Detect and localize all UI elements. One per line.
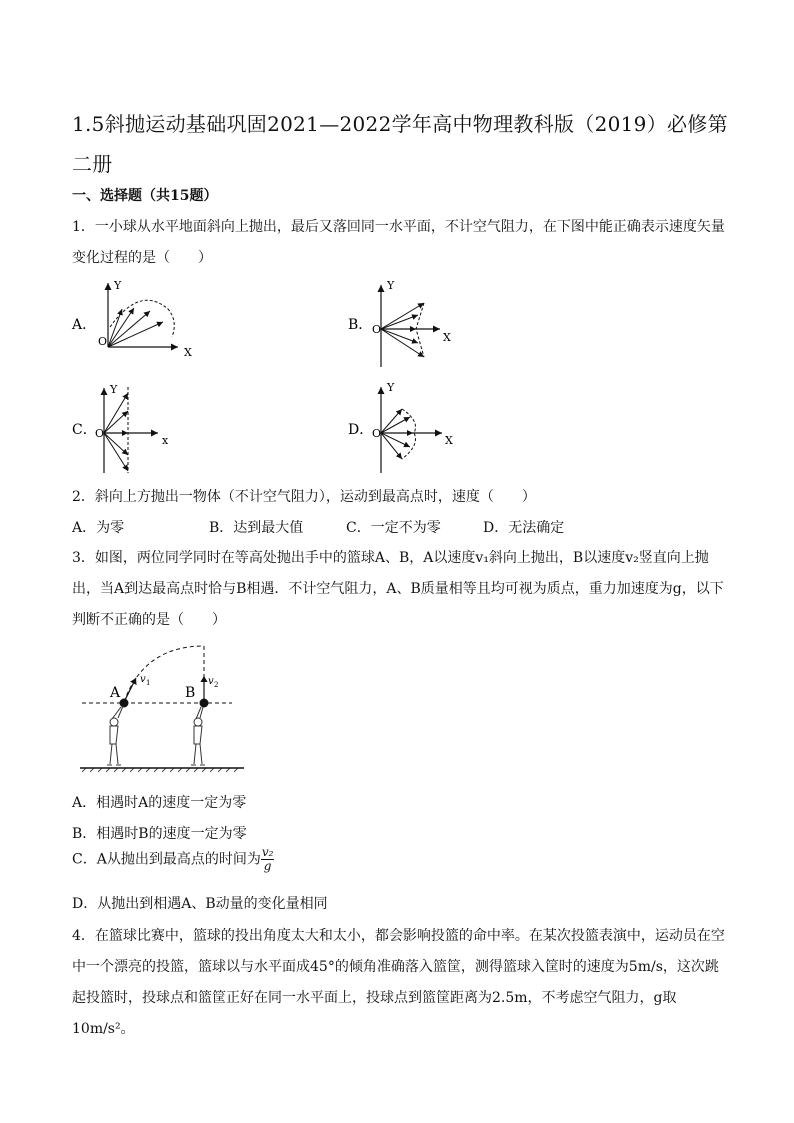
fraction-numerator: v₂ — [261, 845, 274, 859]
question-3-text: 3．如图，两位同学同时在等高处抛出手中的篮球A、B，A以速度v₁斜向上抛出，B以速度v₂竖直向上抛出，当A到达最高点时恰与B相遇．不计空气阻力，A、B质量相等且均可视为质点，重力加速度为g，以下判断不正确的是（ ） — [72, 550, 724, 628]
option-c-diagram[interactable] — [72, 383, 169, 473]
question-2-text: 2．斜向上方抛出一物体（不计空气阻力），运动到最高点时，速度（ ） — [72, 489, 536, 505]
q1-diagrams — [60, 275, 760, 475]
question-4-text: 4．在篮球比赛中，篮球的投出角度太大和太小，都会影响投篮的命中率。在某次投篮表演中，运动员在空中一个漂亮的投篮，篮球以与水平面成45°的倾角准确落入篮筐，测得篮球入筐时的速度为5m/s，这次跳起投篮时，投球点和篮筐正好在同一水平面上，投球点到篮筐距离为2.5m，不考虑空气阻力，g取10m/s²。 — [72, 928, 725, 1037]
option-c-origin: O — [95, 427, 105, 440]
option-d-y-label: Y — [387, 381, 395, 394]
q3-option-c-text: C．A从抛出到最高点的时间为 — [72, 851, 261, 868]
option-b-y-label: Y — [387, 279, 395, 292]
v1-subscript: 1 — [146, 679, 151, 687]
option-d-x-label: X — [445, 434, 453, 447]
option-c-y-label: Y — [110, 383, 118, 396]
player-b-figure — [191, 707, 205, 765]
option-c-x-label: x — [162, 434, 169, 447]
option-a-y-label: Y — [114, 279, 122, 292]
q2-option-c[interactable]: C．一定不为零 — [346, 520, 441, 536]
q3-figure — [74, 640, 254, 776]
option-b-origin: O — [372, 323, 382, 336]
option-c-label: C． — [72, 422, 97, 438]
v2-label: v — [208, 676, 214, 687]
option-b-x-label: X — [443, 331, 451, 344]
option-a-origin: O — [98, 335, 108, 348]
option-a-x-label: X — [184, 346, 192, 359]
option-d-label: D． — [348, 422, 374, 438]
q3-option-c[interactable] — [72, 846, 274, 873]
question-1-text: 1．一小球从水平地面斜向上抛出，最后又落回同一水平面，不计空气阻力，在下图中能正确表示速度矢量变化过程的是（ ） — [72, 219, 725, 266]
q2-option-b[interactable]: B．达到最大值 — [209, 520, 304, 536]
player-a-figure — [107, 706, 123, 765]
q2-option-d[interactable]: D．无法确定 — [483, 520, 565, 536]
q3-option-b[interactable]: B．相遇时B的速度一定为零 — [72, 826, 247, 842]
option-d-origin: O — [372, 427, 382, 440]
option-a-label: A． — [72, 317, 97, 333]
ball-b-label: B — [185, 685, 196, 701]
q3-option-c-fraction — [261, 846, 275, 873]
v1-label: v — [140, 674, 146, 685]
option-b-diagram[interactable] — [348, 279, 451, 367]
ball-a-label: A — [110, 685, 121, 701]
fraction-denominator: g — [263, 859, 272, 873]
v2-subscript: 2 — [214, 681, 219, 689]
option-b-label: B． — [348, 317, 373, 333]
page-title: 1.5斜抛运动基础巩固2021—2022学年高中物理教科版（2019）必修第二册 — [72, 112, 728, 176]
q3-option-d[interactable]: D．从抛出到相遇A、B动量的变化量相同 — [72, 896, 328, 912]
q3-option-a[interactable]: A．相遇时A的速度一定为零 — [72, 795, 247, 811]
question-2-options — [72, 513, 726, 544]
section-heading: 一、选择题（共15题） — [72, 188, 218, 204]
q2-option-a[interactable]: A．为零 — [72, 520, 125, 536]
option-a-diagram[interactable] — [71, 279, 192, 359]
option-d-diagram[interactable] — [348, 381, 453, 473]
